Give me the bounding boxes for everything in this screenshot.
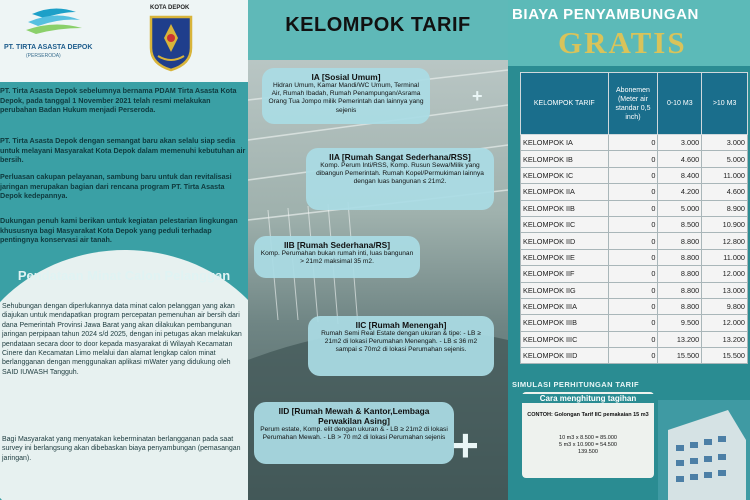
tariff-group-cell: KELOMPOK IA [521, 135, 609, 151]
free-label: GRATIS [558, 25, 687, 60]
tariff-group-iia-title: IIA [Rumah Sangat Sederhana/RSS] [329, 152, 471, 162]
tariff-group-cell: KELOMPOK IIIC [521, 331, 609, 347]
tariff-group-cell: KELOMPOK IIIB [521, 315, 609, 331]
pdam-logo-icon [14, 6, 94, 46]
abonemen-cell: 0 [608, 348, 658, 364]
tariff-group-cell: KELOMPOK IIIA [521, 298, 609, 314]
intro-paragraph-1: PT. Tirta Asasta Depok sebelumnya bernama PDAM Tirta Asasta Kota Depok, pada tanggal 1 November 2021 telah resmi melakukan perubahan Badan Hukum menjadi Perseroda. [0, 86, 237, 114]
rate-0-10-cell: 8.800 [658, 249, 702, 265]
middle-header [248, 0, 508, 60]
org-subtitle: (PERSERODA) [26, 53, 61, 59]
rate-over-10-cell: 9.800 [702, 298, 748, 314]
abonemen-cell: 0 [608, 249, 658, 265]
table-row [521, 151, 748, 167]
rate-over-10-cell: 3.000 [702, 135, 748, 151]
rate-over-10-cell: 11.000 [702, 167, 748, 183]
table-row [521, 233, 748, 249]
section-body: Sehubungan dengan diperlukannya data minat calon pelanggan yang akan diajukan untuk mendapatkan program percepatan pemenuhan air bersih dari dana Pemerintah Provinsi Jawa Barat yang akan dilakukan pembangunan jaringan perpipaan tahun 2024 s/d 2025, dengan ini petugas akan melakukan pendataan secara door to door kepada masyarakat di Wilayah Kecamatan Cinere dan Kecamatan Limo melalui dan alamat lengkap calon minat berlangganan dengan menggunakan aplikasi mWater yang didukung oleh SAID IUWASH Tangguh. [2, 303, 242, 376]
table-row [521, 266, 748, 282]
rate-0-10-cell: 8.400 [658, 167, 702, 183]
intro-paragraph-3: Perluasan cakupan pelayanan, sambung baru untuk dan revitalisasi jaringan merupakan bagian dari rencana program PT. Tirta Asasta Depok kedepannya. [0, 172, 232, 200]
tariff-table [520, 72, 748, 364]
column-header-abonemen: Abonemen (Meter air standar 0,5 inch) [608, 73, 658, 135]
table-row [521, 282, 748, 298]
simulation-line-1: 10 m3 x 8.500 = 85.000 [559, 435, 617, 441]
left-panel [0, 0, 248, 500]
rate-0-10-cell: 8.800 [658, 233, 702, 249]
abonemen-cell: 0 [608, 331, 658, 347]
rate-0-10-cell: 4.200 [658, 184, 702, 200]
middle-panel [248, 0, 508, 500]
right-header [508, 0, 750, 66]
table-row [521, 348, 748, 364]
tariff-group-iib-desc: Komp. Perumahan bukan rumah inti, luas bangunan > 21m2 maksimal 35 m2. [260, 250, 414, 266]
abonemen-cell: 0 [608, 167, 658, 183]
tariff-group-cell: KELOMPOK IIID [521, 348, 609, 364]
depok-crest-icon [148, 14, 194, 72]
abonemen-cell: 0 [608, 184, 658, 200]
rate-0-10-cell: 8.800 [658, 266, 702, 282]
tariff-group-iid-desc: Perum estate, Komp. elit dengan ukuran & - LB ≥ 21m2 di lokasi Perumahan Mewah. - LB > 70 m2 di lokasi Perumahan sejenis [260, 426, 448, 442]
logo-row [0, 0, 248, 82]
tariff-group-cell: KELOMPOK IID [521, 233, 609, 249]
rate-over-10-cell: 12.000 [702, 266, 748, 282]
rate-0-10-cell: 9.500 [658, 315, 702, 331]
table-row [521, 298, 748, 314]
tariff-group-iid [254, 402, 454, 464]
abonemen-cell: 0 [608, 216, 658, 232]
table-row [521, 184, 748, 200]
intro-paragraph-4: Dukungan penuh kami berikan untuk kegiatan pelestarian lingkungan khususnya bagi Masyarakat Kota Depok yang peduli terhadap pentingnya konservasi air tanah. [0, 216, 238, 244]
abonemen-cell: 0 [608, 266, 658, 282]
tariff-group-iic-title: IIC [Rumah Menengah] [355, 320, 447, 330]
rate-over-10-cell: 11.000 [702, 249, 748, 265]
table-row [521, 216, 748, 232]
rate-0-10-cell: 4.600 [658, 151, 702, 167]
rate-0-10-cell: 3.000 [658, 135, 702, 151]
tariff-group-cell: KELOMPOK IIG [521, 282, 609, 298]
rate-0-10-cell: 13.200 [658, 331, 702, 347]
rate-0-10-cell: 5.000 [658, 200, 702, 216]
simulation-line-2: 5 m3 x 10.900 = 54.500 [559, 442, 617, 448]
table-row [521, 135, 748, 151]
abonemen-cell: 0 [608, 315, 658, 331]
rate-0-10-cell: 8.800 [658, 298, 702, 314]
rate-over-10-cell: 8.900 [702, 200, 748, 216]
simulation-heading: Cara menghitung tagihan [522, 394, 654, 403]
closing-paragraph: Bagi Masyarakat yang menyatakan keberminatan berlangganan pada saat survey ini berlangsung akan dibebaskan biaya penyambungan (pemasangan jaringan). [2, 436, 241, 462]
tariff-group-cell: KELOMPOK IIB [521, 200, 609, 216]
tariff-group-iib-title: IIB [Rumah Sederhana/RS] [283, 240, 391, 250]
abonemen-cell: 0 [608, 200, 658, 216]
simulation-box [522, 392, 654, 478]
connection-fee-title: BIAYA PENYAMBUNGAN [512, 6, 699, 23]
section-title: Pendataan Minat Calon Pelanggan [17, 268, 231, 283]
rate-over-10-cell: 5.000 [702, 151, 748, 167]
tariff-group-iia-desc: Komp. Perum Inti/RSS, Komp. Rusun Sewa/Milik yang dibangun Pemerintah. Rumah Kopel/Permukiman lainnya dengan luas bangunan ≤ 21m2. [316, 162, 484, 186]
column-header-over-10: >10 M3 [702, 73, 748, 135]
tariff-group-cell: KELOMPOK IC [521, 167, 609, 183]
simulation-example: CONTOH: Golongan Tarif IIC pemakaian 15 m3 [527, 412, 649, 418]
tariff-group-title: KELOMPOK TARIF [285, 14, 471, 36]
tariff-group-cell: KELOMPOK IIC [521, 216, 609, 232]
table-row [521, 249, 748, 265]
plus-decoration-icon: + [472, 86, 483, 106]
rate-over-10-cell: 13.200 [702, 331, 748, 347]
rate-over-10-cell: 4.600 [702, 184, 748, 200]
tariff-group-ia-title: IA [Sosial Umum] [311, 72, 381, 82]
plus-decoration-large-icon: + [452, 419, 479, 471]
simulation-title: SIMULASI PERHITUNGAN TARIF [512, 380, 639, 389]
abonemen-cell: 0 [608, 233, 658, 249]
tariff-group-cell: KELOMPOK IIA [521, 184, 609, 200]
abonemen-cell: 0 [608, 298, 658, 314]
tariff-table-body [521, 135, 748, 364]
intro-paragraph-2: PT. Tirta Asasta Depok dengan semangat baru akan selalu siap sedia untuk melayani Masyarakat Kota Depok dalam memenuhi kebutuhan air bersih. [0, 136, 246, 164]
abonemen-cell: 0 [608, 151, 658, 167]
column-header-0-10: 0-10 M3 [658, 73, 702, 135]
table-row [521, 167, 748, 183]
column-header-group: KELOMPOK TARIF [521, 73, 609, 135]
table-row [521, 200, 748, 216]
rate-over-10-cell: 12.000 [702, 315, 748, 331]
tariff-group-ia-desc: Hidran Umum, Kamar Mandi/WC Umum, Terminal Air, Rumah Ibadah, Rumah Penampungan/Asrama Orang Tua Jompo milik Pemerintah dan lainnya yang sejenis [268, 82, 424, 114]
tariff-table-header-row [521, 73, 748, 135]
table-row [521, 331, 748, 347]
rate-0-10-cell: 8.500 [658, 216, 702, 232]
right-panel [508, 0, 750, 500]
office-building-icon [658, 400, 750, 500]
rate-0-10-cell: 15.500 [658, 348, 702, 364]
table-row [521, 315, 748, 331]
rate-over-10-cell: 10.900 [702, 216, 748, 232]
simulation-total: 139.500 [578, 449, 598, 455]
rate-over-10-cell: 15.500 [702, 348, 748, 364]
rate-over-10-cell: 13.000 [702, 282, 748, 298]
abonemen-cell: 0 [608, 135, 658, 151]
tariff-group-ia [262, 68, 430, 124]
org-name: PT. TIRTA ASASTA DEPOK [4, 44, 93, 51]
tariff-group-iid-title: IID [Rumah Mewah & Kantor,Lembaga Perwakilan Asing] [278, 406, 430, 426]
tariff-group-iia [306, 148, 494, 210]
rate-0-10-cell: 8.800 [658, 282, 702, 298]
abonemen-cell: 0 [608, 282, 658, 298]
tariff-group-cell: KELOMPOK IIF [521, 266, 609, 282]
tariff-group-cell: KELOMPOK IIE [521, 249, 609, 265]
tariff-group-iic-desc: Rumah Semi Real Estate dengan ukuran & tipe: - LB ≥ 21m2 di lokasi Perumahan Menengah. - LB ≤ 36 m2 sampai ≤ 70m2 di lokasi Perumahan sejenis. [321, 330, 481, 354]
tariff-group-iib [254, 236, 420, 278]
tariff-group-iic [308, 316, 494, 376]
rate-over-10-cell: 12.800 [702, 233, 748, 249]
crest-label: KOTA DEPOK [150, 5, 190, 11]
tariff-group-cell: KELOMPOK IB [521, 151, 609, 167]
